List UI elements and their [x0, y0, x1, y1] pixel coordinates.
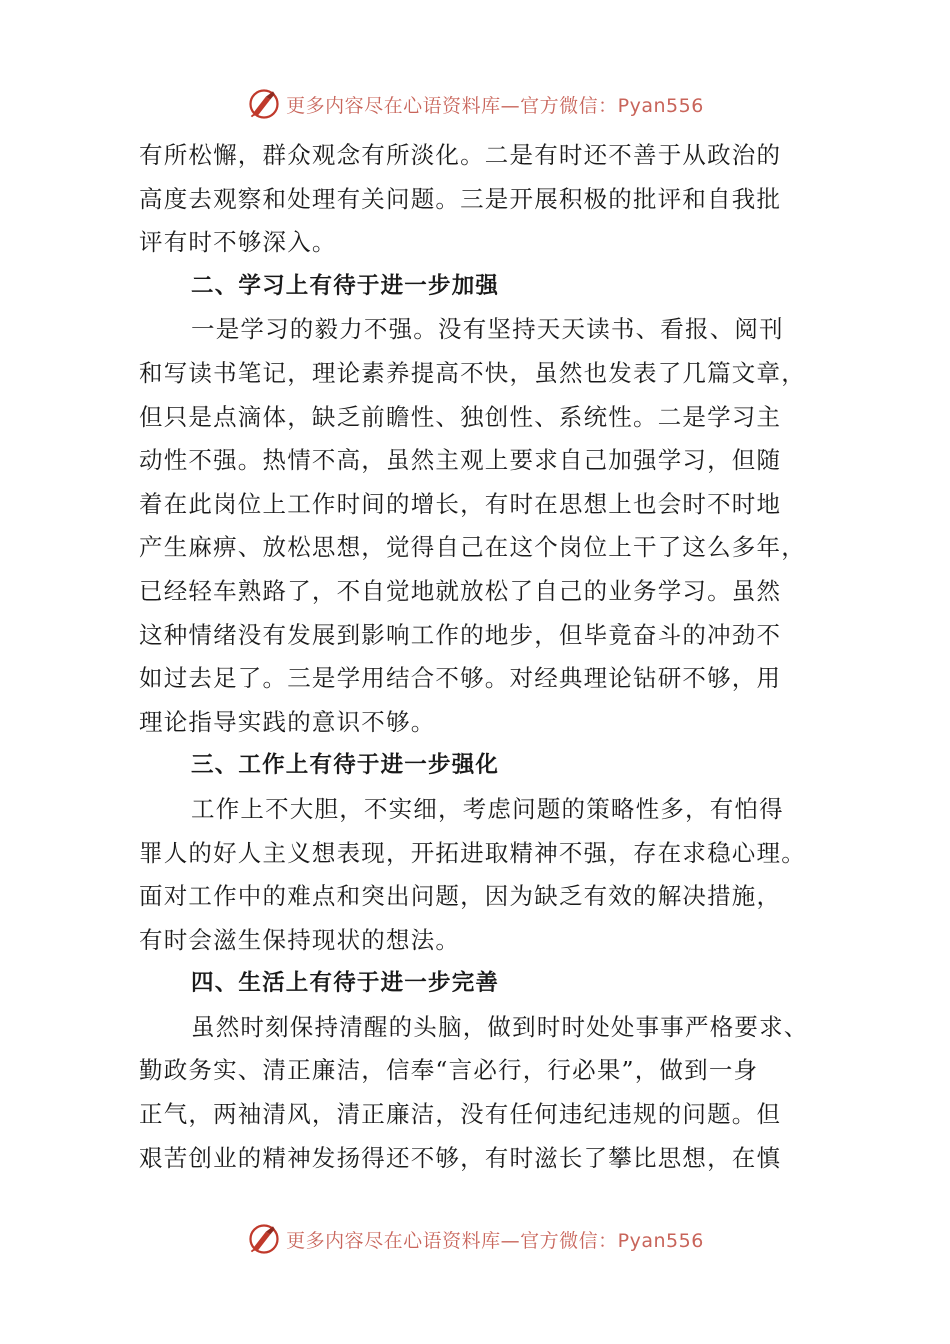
text-line: 一是学习的毅力不强。没有坚持天天读书、看报、阅刊 [191, 315, 784, 344]
section-heading: 四、生活上有待于进一步完善 [191, 970, 500, 997]
watermark-text: 更多内容尽在心语资料库—官方微信：Pyan556 [286, 94, 704, 117]
document-body [139, 134, 829, 1180]
header-watermark [0, 84, 950, 124]
text-line: 产生麻痹、放松思想，觉得自己在这个岗位上干了这么多年， [139, 533, 806, 562]
text-line: 如过去足了。三是学用结合不够。对经典理论钻研不够，用 [139, 664, 782, 693]
text-line: 面对工作中的难点和突出问题，因为缺乏有效的解决措施， [139, 882, 782, 911]
text-line: 动性不强。热情不高，虽然主观上要求自己加强学习，但随 [139, 446, 782, 475]
pen-logo-icon [246, 86, 282, 122]
text-line: 罪人的好人主义想表现，开拓进取精神不强，存在求稳心理。 [139, 838, 806, 867]
text-line: 和写读书笔记，理论素养提高不快，虽然也发表了几篇文章， [139, 358, 806, 387]
text-line: 勤政务实、清正廉洁，信奉“言必行，行必果”，做到一身 [139, 1056, 759, 1085]
text-line: 工作上不大胆，不实细，考虑问题的策略性多，有怕得 [191, 794, 784, 823]
text-line: 着在此岗位上工作时间的增长，有时在思想上也会时不时地 [139, 489, 782, 518]
text-line: 评有时不够深入。 [139, 228, 337, 257]
text-line: 这种情绪没有发展到影响工作的地步，但毕竟奋斗的冲劲不 [139, 620, 782, 649]
text-line: 已经轻车熟路了，不自觉地就放松了自己的业务学习。虽然 [139, 576, 782, 605]
text-line: 但只是点滴体，缺乏前瞻性、独创性、系统性。二是学习主 [139, 402, 782, 431]
text-line: 理论指导实践的意识不够。 [139, 707, 436, 736]
text-line: 虽然时刻保持清醒的头脑，做到时时处处事事严格要求、 [191, 1012, 809, 1041]
text-line: 艰苦创业的精神发扬得还不够，有时滋长了攀比思想，在慎 [139, 1143, 782, 1172]
text-line: 正气，两袖清风，清正廉洁，没有任何违纪违规的问题。但 [139, 1100, 782, 1129]
section-heading: 三、工作上有待于进一步强化 [191, 752, 500, 779]
footer-watermark [0, 1219, 950, 1259]
text-line: 高度去观察和处理有关问题。三是开展积极的批评和自我批 [139, 184, 782, 213]
section-heading: 二、学习上有待于进一步加强 [191, 272, 500, 299]
text-line: 有所松懈，群众观念有所淡化。二是有时还不善于从政治的 [139, 141, 782, 169]
text-line: 有时会滋生保持现状的想法。 [139, 925, 461, 954]
pen-logo-icon [246, 1221, 282, 1257]
watermark-text: 更多内容尽在心语资料库—官方微信：Pyan556 [286, 1229, 704, 1252]
